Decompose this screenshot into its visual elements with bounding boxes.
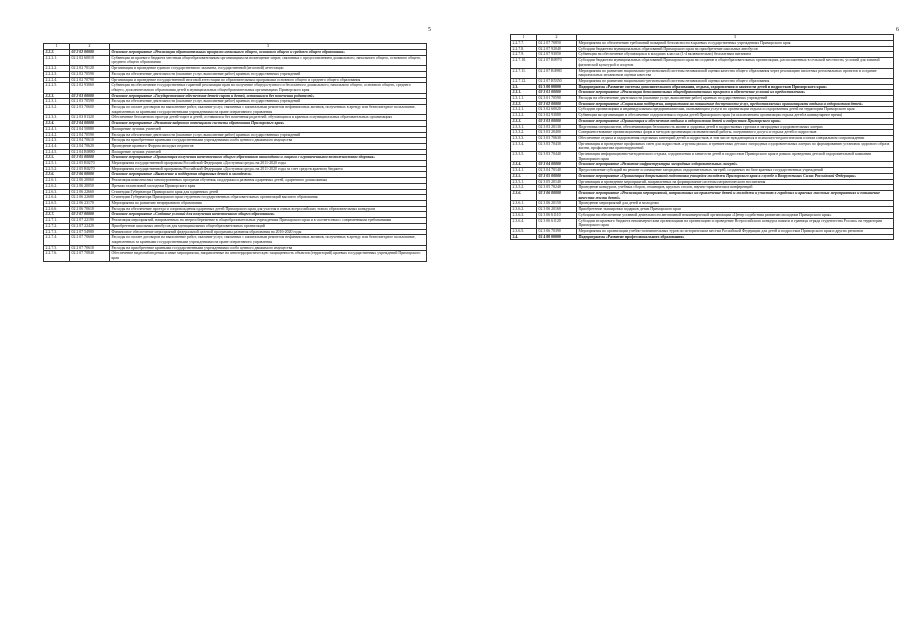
- row-description-cell: Подпрограмма «Развитие профессионального образования»: [577, 234, 894, 240]
- row-description-cell: Обеспечение бесплатного проезда детей-сирот и детей, оставшихся без попечения родителей, обучающихся в краевых и муниципальных образовательных организациях: [110, 115, 427, 121]
- budget-code-cell: 02 2 04 50880: [70, 126, 110, 132]
- row-description-cell: Основное мероприятие «Социальная поддержка, направленная на повышение доступности услуг, предоставляемых организациями отдыха и оздоровления детей»: [577, 101, 894, 107]
- row-description-cell: Обеспечение видеонаблюдения и иные мероприятия, направленные на антитеррористическую защищенность объектов (территорий) краевых государственных учреждений Приморского края: [110, 251, 427, 261]
- page-right: [452, 0, 905, 640]
- budget-code-cell: 02 2 05 00000: [70, 155, 110, 161]
- budget-code-cell: 02 2 03 70600: [70, 105, 110, 115]
- header-col-2: 2: [537, 35, 577, 41]
- header-col-1: 1: [44, 44, 70, 50]
- row-description-cell: Приобретение школьных автобусов для муниципальных общеобразовательных организаций: [110, 223, 427, 229]
- row-description-cell: Основное мероприятие «Создание условий для получения качественного общего образования»: [110, 212, 427, 218]
- budget-code-cell: 02 2 07 00000: [70, 212, 110, 218]
- budget-code-cell: 02 3 06 61110: [537, 212, 577, 218]
- row-number-cell: 2.3.6.2.: [511, 207, 537, 213]
- row-number-cell: 2.3.3.5.: [511, 152, 537, 162]
- row-number-cell: 2.2.4.3.: [44, 138, 70, 144]
- budget-code-cell: 02 3 06 70390: [537, 228, 577, 234]
- row-number-cell: 2.2.7.9.: [511, 52, 537, 58]
- budget-code-cell: 02 2 03 81320: [70, 115, 110, 121]
- row-number-cell: 2.3.4.: [511, 162, 537, 168]
- budget-code-cell: 02 3 01 00000: [537, 90, 577, 96]
- row-number-cell: 2.2.7.10.: [511, 58, 537, 68]
- budget-code-cell: 02 2 06 22680: [70, 195, 110, 201]
- row-description-cell: Основное мероприятие «Выявление и поддержка одаренных детей и молодежи»: [110, 172, 427, 178]
- row-number-cell: 2.2.6.5.: [44, 200, 70, 206]
- row-description-cell: Субвенции на обеспечение государственных гарантий реализации прав на получение общедоступного и бесплатного дошкольного, начального общего, основного общего, среднего общего, дополнительного образования детей в муниципальных общеобразовательных организациях Приморского края: [110, 83, 427, 93]
- row-description-cell: Основное мероприятие «Реализация дополнительных общеобразовательных программ и обеспечение условий их предоставления»: [577, 90, 894, 96]
- row-description-cell: Финансовое обеспечение мероприятий федеральной целевой программы развития образования на 2016-2020 годы: [110, 229, 427, 235]
- row-number-cell: 2.3.4.1.: [511, 168, 537, 174]
- row-number-cell: 2.2.3.3.: [44, 115, 70, 121]
- row-number-cell: 2.2.5.1.: [44, 161, 70, 167]
- row-description-cell: Субсидии бюджетам муниципальных образований Приморского края на создание в общеобразовательных организациях, расположенных в сельской местности, условий для занятий физической культурой и спортом: [577, 58, 894, 68]
- row-description-cell: Подготовка специалистов, обеспечивающих безопасность жизни и здоровья детей в подростковых группах в загородных оздоровительных лагерях: [577, 124, 894, 130]
- budget-code-cell: 02 2 06 22660: [70, 189, 110, 195]
- table-row: [44, 235, 427, 245]
- row-number-cell: 2.2.2.1.: [44, 55, 70, 65]
- row-description-cell: Мероприятия по обеспечению требований пожарной безопасности в краевых государственных учреждениях Приморского края: [577, 41, 894, 47]
- budget-code-cell: 02 3 06 61120: [537, 218, 577, 228]
- budget-code-cell: 02 2 04 70620: [70, 143, 110, 149]
- row-description-cell: Субсидии из краевого бюджета некоммерческим организациям на организацию и проведение Всероссийского конкурса памяти и границы отряда студенчества России» на территории Приморского края: [577, 218, 894, 228]
- budget-code-cell: 02 2 07 70840: [70, 251, 110, 261]
- page-number: 5: [428, 27, 431, 33]
- row-description-cell: Субсидии на обеспечение уставной деятельности автономной некоммерческой организации «Центр содействия развитию молодежи Приморского края»: [577, 212, 894, 218]
- row-number-cell: 2.2.5.2.: [44, 166, 70, 172]
- budget-code-cell: 02 2 06 20060: [70, 178, 110, 184]
- budget-code-cell: 02 2 02 70120: [70, 66, 110, 72]
- row-number-cell: 2.2.7.2.: [44, 223, 70, 229]
- row-description-cell: Организация информационно-методического отдыха, оздоровления и занятости детей и подростков Приморского края в рамках проведения детской оздоровительной кампании Приморского края: [577, 152, 894, 162]
- budget-code-cell: 02 2 03 70590: [70, 99, 110, 105]
- row-number-cell: 2.3.2.2.: [511, 113, 537, 119]
- budget-table: [43, 43, 427, 262]
- row-description-cell: Организация и проведение мероприятий, направленных на формирование системы патриотического воспитания: [577, 179, 894, 185]
- header-col-2: 2: [70, 44, 110, 50]
- row-description-cell: Основное мероприятие «Организация допризывной подготовки учащейся молодежи Приморского края к службе в Вооруженных Силах Российской Федерации»: [577, 173, 894, 179]
- row-description-cell: Обеспечение отдыха и оздоровления отдельных категорий детей и подростков, в том числе нуждающихся в психолого-педагогическом и ином специальном сопровождении: [577, 135, 894, 141]
- row-description-cell: Основное мероприятие «Организация и обеспечение отдыха и оздоровления детей и подростков Приморского края»: [577, 118, 894, 124]
- budget-code-cell: 02 3 02 00000: [537, 101, 577, 107]
- row-description-cell: Подпрограмма «Развитие системы дополнительного образования, отдыха, оздоровления и занятости детей и подростков Приморского края»: [577, 84, 894, 90]
- row-description-cell: Поощрение лучших учителей: [110, 126, 427, 132]
- row-number-cell: 2.2.2.: [44, 50, 70, 56]
- row-number-cell: 2.3.3.1.: [511, 124, 537, 130]
- row-number-cell: 2.2.7.12.: [511, 78, 537, 84]
- table-row: [511, 152, 894, 162]
- row-number-cell: 2.3.5.: [511, 173, 537, 179]
- header-col-3: 3: [110, 44, 427, 50]
- row-number-cell: 2.3.6.4.: [511, 218, 537, 228]
- header-col-3: 3: [577, 35, 894, 41]
- table-row: [511, 141, 894, 151]
- row-description-cell: Стипендия Губернатора Приморского края для одаренных детей: [110, 189, 427, 195]
- row-description-cell: Расходы на обеспечение деятельности (оказание услуг, выполнение работ) краевых государственных учреждений: [110, 99, 427, 105]
- budget-code-cell: 02 2 07 22190: [70, 218, 110, 224]
- row-number-cell: 2.3.3.2.: [511, 130, 537, 136]
- budget-code-cell: 02 4 00 00000: [537, 234, 577, 240]
- row-number-cell: 2.2.2.5.: [44, 83, 70, 93]
- budget-code-cell: 02 2 07 70850: [537, 41, 577, 47]
- row-number-cell: 2.2.6.3.: [44, 189, 70, 195]
- budget-code-cell: 02 3 05 20140: [537, 179, 577, 185]
- row-description-cell: Проведение конкурсов, учебных сборов, семинаров, круглых столов, научно-практических конференций: [577, 185, 894, 191]
- row-description-cell: Мероприятия по развитию непрерывного образования: [110, 200, 427, 206]
- budget-code-cell: 02 3 04 70140: [537, 168, 577, 174]
- row-number-cell: 2.2.7.1.: [44, 218, 70, 224]
- row-number-cell: 2.2.2.4.: [44, 77, 70, 83]
- row-description-cell: Расходы на обеспечение проезда и сопровождения одаренных детей Приморского края для участия в очных всероссийских этапах образовательных конкурсов: [110, 206, 427, 212]
- row-number-cell: 2.3.6.1.: [511, 201, 537, 207]
- row-number-cell: 2.3.6.5.: [511, 228, 537, 234]
- row-description-cell: Проведение краевого Форума молодых педагогов: [110, 143, 427, 149]
- row-number-cell: 2.2.4.5.: [44, 149, 70, 155]
- row-description-cell: Мероприятия по развитию национально-региональной системы независимой оценки качества общего образования через реализацию пилотных региональных проектов и создание национальных механизмов оценки качества: [577, 68, 894, 78]
- row-description-cell: Основное мероприятие «Государственное обеспечение детей-сирот и детей, оставшихся без попечения родителей»: [110, 93, 427, 99]
- row-number-cell: 2.2.7.7.: [511, 41, 537, 47]
- budget-code-cell: 02 2 06 23170: [70, 200, 110, 206]
- row-description-cell: Основное мероприятие «Развитие кадрового потенциала системы образования Приморского края»: [110, 121, 427, 127]
- row-number-cell: 2.2.6.2.: [44, 183, 70, 189]
- budget-code-cell: 02 2 02 60010: [70, 55, 110, 65]
- budget-table: [510, 34, 894, 240]
- budget-code-cell: 02 3 05 00000: [537, 173, 577, 179]
- row-description-cell: Реализация комплексных многоуровневых программ обучения, поддержки и развития одаренных детей, одаренного дошкольника: [110, 178, 427, 184]
- budget-code-cell: 02 2 07 22420: [70, 223, 110, 229]
- budget-code-cell: 02 3 03 70440: [537, 152, 577, 162]
- row-number-cell: 2.3.1.: [511, 90, 537, 96]
- row-description-cell: Реализация мероприятий, направленных на энергосбережение в общеобразовательных учреждениях Приморского края и в соответствии с современными требованиями: [110, 218, 427, 224]
- row-number-cell: 2.2.3.: [44, 93, 70, 99]
- budget-code-cell: 02 2 07 54980: [70, 229, 110, 235]
- row-number-cell: 2.2.4.: [44, 121, 70, 127]
- row-number-cell: 2.3.2.: [511, 101, 537, 107]
- row-number-cell: 2.2.4.1.: [44, 126, 70, 132]
- row-number-cell: 2.2.6.1.: [44, 178, 70, 184]
- row-number-cell: 2.2.7.8.: [511, 46, 537, 52]
- row-number-cell: 2.3.3.4.: [511, 141, 537, 151]
- row-description-cell: Субвенции на организацию и обеспечение оздоровления и отдыха детей Приморского края (за исключением организации отдыха детей в каникулярное время): [577, 113, 894, 119]
- row-number-cell: 2.2.7.3.: [44, 229, 70, 235]
- budget-code-cell: 02 2 05 R0270: [70, 161, 110, 167]
- row-number-cell: 2.2.7.5.: [44, 245, 70, 251]
- row-number-cell: 2.3.: [511, 84, 537, 90]
- table-row: [511, 218, 894, 228]
- table-row: [44, 55, 427, 65]
- budget-code-cell: 02 2 02 70590: [70, 71, 110, 77]
- row-description-cell: Субвенции на обеспечение обучающихся в младших классах (1-4 включительно) бесплатным питанием: [577, 52, 894, 58]
- budget-code-cell: 02 2 02 70790: [70, 77, 110, 83]
- row-number-cell: 2.2.6.: [44, 172, 70, 178]
- budget-code-cell: 02 2 02 00000: [70, 50, 110, 56]
- row-number-cell: 2.3.5.2.: [511, 185, 537, 191]
- budget-code-cell: 02 2 04 70590: [70, 132, 110, 138]
- row-number-cell: 2.2.5.: [44, 155, 70, 161]
- budget-code-cell: 02 2 06 00000: [70, 172, 110, 178]
- budget-code-cell: 02 3 05 70240: [537, 185, 577, 191]
- budget-code-cell: 02 3 06 00000: [537, 190, 577, 200]
- table-row: [511, 58, 894, 68]
- table-row: [44, 251, 427, 261]
- row-description-cell: Стипендии Губернатора Приморского края студентам государственных образовательных организаций высшего образования: [110, 195, 427, 201]
- budget-code-cell: 02 2 07 70610: [70, 245, 110, 251]
- row-description-cell: Субсидии бюджетам муниципальных образований Приморского края на приобретение школьных автобусов: [577, 46, 894, 52]
- budget-code-cell: 02 3 03 70430: [537, 141, 577, 151]
- table-body: [44, 50, 427, 262]
- row-description-cell: Организация и проведение профильных смен для подростков «группы риска» и тренинговых детских загородных оздоровительных лагерях по формированию установок здорового образа жизни, профилактике правонарушений: [577, 141, 894, 151]
- row-description-cell: Организация и проведение единого государственного экзамена, государственной (итоговой) аттестации: [110, 66, 427, 72]
- row-description-cell: Расходы на приобретение краевыми государственными учреждениями особо ценного движимого имущества: [110, 245, 427, 251]
- budget-code-cell: 02 3 03 00000: [537, 118, 577, 124]
- budget-code-cell: 02 2 02 93060: [70, 83, 110, 93]
- budget-code-cell: 02 3 06 20160: [537, 207, 577, 213]
- row-number-cell: 2.2.2.3.: [44, 71, 70, 77]
- row-number-cell: 2.2.4.4.: [44, 143, 70, 149]
- row-number-cell: 2.2.7.11.: [511, 68, 537, 78]
- budget-code-cell: 02 3 03 20130: [537, 124, 577, 130]
- row-number-cell: 2.3.3.: [511, 118, 537, 124]
- budget-code-cell: 02 2 07 92040: [537, 46, 577, 52]
- row-description-cell: Основное мероприятие «Развитие инфраструктуры загородных оздоровительных лагерей»: [577, 162, 894, 168]
- row-description-cell: Расходы по оплате договоров на выполнение работ, оказание услуг, связанных с капитальным ремонтом нефинансовых активов, полученных в аренду или безвозмездное пользование, закрепленных за краевыми государственными учреждениями на праве оперативного управления: [110, 235, 427, 245]
- budget-code-cell: 02 2 07 R0970: [537, 58, 577, 68]
- budget-code-cell: 02 2 06 20050: [70, 183, 110, 189]
- row-number-cell: 2.3.1.1.: [511, 96, 537, 102]
- budget-code-cell: 02 2 06 70610: [70, 206, 110, 212]
- table-row: [511, 68, 894, 78]
- row-number-cell: 2.2.7.4.: [44, 235, 70, 245]
- row-description-cell: Мероприятия по развитию национально-региональной системы независимой оценки качества общего образования: [577, 78, 894, 84]
- table-row: [511, 190, 894, 200]
- budget-code-cell: 02 3 03 70630: [537, 135, 577, 141]
- budget-code-cell: 02 2 05 R0270: [70, 166, 110, 172]
- budget-code-cell: 02 2 07 93050: [537, 52, 577, 58]
- budget-code-cell: 02 3 04 00000: [537, 162, 577, 168]
- budget-code-cell: 02 2 04 00000: [70, 121, 110, 127]
- budget-code-cell: 02 2 03 00000: [70, 93, 110, 99]
- budget-code-cell: 02 2 04 70610: [70, 138, 110, 144]
- row-description-cell: Предоставление субсидий на ремонт и оснащение загородных оздоровительных лагерей, созданных на базе краевых государственных учреждений: [577, 168, 894, 174]
- table-row: [44, 105, 427, 115]
- page-left: [0, 0, 452, 640]
- row-number-cell: 2.3.6.3.: [511, 212, 537, 218]
- row-description-cell: Мероприятия государственной программы Российской Федерации «Доступная среда» на 2011-2020 годы за счет средств краевого бюджета: [110, 166, 427, 172]
- row-description-cell: Основное мероприятие «Реализация образовательных программ начального общего, основного общего и среднего общего образования»: [110, 50, 427, 56]
- row-number-cell: 2.4.: [511, 234, 537, 240]
- budget-code-cell: 02 3 06 20150: [537, 201, 577, 207]
- budget-code-cell: 02 3 01 70590: [537, 96, 577, 102]
- row-number-cell: 2.2.7.: [44, 212, 70, 218]
- row-description-cell: Субсидии организациям и индивидуальным предпринимателям, оказывающим услуги по организации отдыха и оздоровления детей на территории Приморского края: [577, 107, 894, 113]
- row-description-cell: Совершенствование организационных форм и методов организации познавательной работы, оперативного досуга и отдыха детей и подростков: [577, 130, 894, 136]
- row-number-cell: 2.2.3.2.: [44, 105, 70, 115]
- row-description-cell: Основное мероприятие «Организация получения качественного общего образования инвалидами и лицами с ограниченными возможностями здоровья»: [110, 155, 427, 161]
- row-description-cell: Расходы на приобретение краевыми государственными учреждениями особо ценного движимого имущества: [110, 138, 427, 144]
- row-description-cell: Основное мероприятие «Реализация мероприятий, направленных на привлечение детей и молодежи к участию в городских и краевых массовых мероприятиях и повышение качества жизни детей»: [577, 190, 894, 200]
- row-number-cell: 2.3.6.: [511, 190, 537, 200]
- table-row: [511, 234, 894, 240]
- row-description-cell: Расходы на обеспечение деятельности (оказание услуг, выполнение работ) краевых государственных учреждений: [110, 71, 427, 77]
- row-number-cell: 2.3.5.1.: [511, 179, 537, 185]
- row-number-cell: 2.2.4.2.: [44, 132, 70, 138]
- row-description-cell: Мероприятия государственной программы Российской Федерации «Доступная среда» на 2011-2020 годы: [110, 161, 427, 167]
- row-description-cell: Расходы на обеспечение деятельности (оказание услуг, выполнение работ) краевых государственных учреждений: [110, 132, 427, 138]
- budget-code-cell: 02 2 04 R0880: [70, 149, 110, 155]
- budget-code-cell: 02 3 02 93080: [537, 113, 577, 119]
- row-description-cell: Организация и проведение государственной итоговой аттестации по образовательным программам основного общего и среднего общего образования: [110, 77, 427, 83]
- budget-code-cell: 02 3 03 20400: [537, 130, 577, 136]
- row-number-cell: 2.3.2.1.: [511, 107, 537, 113]
- row-number-cell: 2.2.6.6.: [44, 206, 70, 212]
- row-description-cell: Расходы на обеспечение деятельности (оказание услуг, выполнение работ) краевых государственных учреждений: [577, 96, 894, 102]
- budget-code-cell: 02 2 07 70600: [70, 235, 110, 245]
- table-row: [44, 83, 427, 93]
- row-number-cell: 2.2.6.4.: [44, 195, 70, 201]
- row-description-cell: Поощрение лучших учителей: [110, 149, 427, 155]
- row-description-cell: Приобретение экипировки подарков детям Приморского края: [577, 207, 894, 213]
- budget-code-cell: 02 2 07 R5350: [537, 78, 577, 84]
- table-body: [511, 41, 894, 240]
- page-number: 6: [896, 27, 899, 33]
- row-number-cell: 2.2.7.6.: [44, 251, 70, 261]
- budget-code-cell: 02 2 07 R4980: [537, 68, 577, 78]
- row-description-cell: Проведение мероприятий для детей и молодежи: [577, 201, 894, 207]
- row-description-cell: Субвенции из краевого бюджета местным общеобразовательным организациям на возмещение затрат, связанных с предоставлением дошкольного, начального общего, основного общего, среднего общего образования: [110, 55, 427, 65]
- budget-code-cell: 02 3 02 60020: [537, 107, 577, 113]
- row-number-cell: 2.2.3.1.: [44, 99, 70, 105]
- row-description-cell: Расходы по оплате договоров на выполнение работ, оказание услуг, связанных с капитальным ремонтом нефинансовых активов, полученных в аренду или безвозмездное пользование, закрепленных за краевыми государственными учреждениями на праве оперативного управления: [110, 105, 427, 115]
- row-number-cell: 2.3.3.3.: [511, 135, 537, 141]
- row-description-cell: Премии талантливой молодежи Приморского края: [110, 183, 427, 189]
- row-description-cell: Мероприятия по организации учебно-познавательных туров по историческим местам Российской Федерации для детей и подростков Приморского края и других регионов: [577, 228, 894, 234]
- row-number-cell: 2.2.2.2.: [44, 66, 70, 72]
- budget-code-cell: 02 3 00 00000: [537, 84, 577, 90]
- header-col-1: 1: [511, 35, 537, 41]
